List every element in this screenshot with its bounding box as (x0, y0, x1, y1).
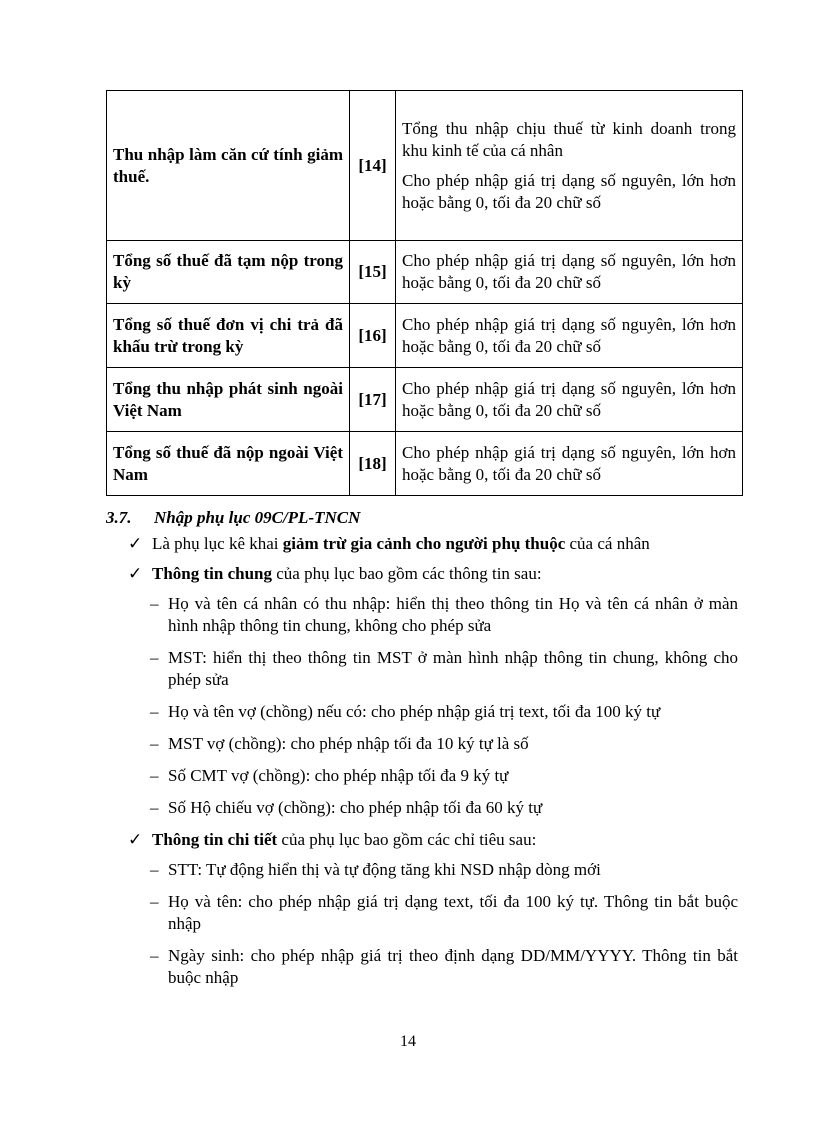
list-item-text: Ngày sinh: cho phép nhập giá trị theo định dạng DD/MM/YYYY. Thông tin bắt buộc nhập (168, 946, 738, 987)
indicator-description (396, 241, 743, 304)
dash-icon: – (150, 892, 159, 911)
bullet-bold-text: giảm trừ gia cảnh cho người phụ thuộc (282, 534, 566, 553)
table-row (107, 368, 743, 432)
section-title: Nhập phụ lục 09C/PL-TNCN (154, 508, 361, 527)
indicator-label: Tổng số thuế đơn vị chi trả đã khấu trừ trong kỳ (107, 304, 350, 368)
list-item-text: Họ và tên cá nhân có thu nhập: hiển thị theo thông tin Họ và tên cá nhân ở màn hình nhập thông tin chung, không cho phép sửa (168, 594, 738, 635)
check-bullet (128, 563, 738, 585)
indicator-code: [17] (350, 368, 396, 432)
indicator-table (106, 90, 743, 496)
list-item-text: Họ và tên vợ (chồng) nếu có: cho phép nhập giá trị text, tối đa 100 ký tự (168, 702, 661, 721)
bullet-text: của phụ lục bao gồm các chỉ tiêu sau: (277, 830, 537, 849)
list-item (128, 593, 738, 637)
indicator-description (396, 91, 743, 241)
description-line: Cho phép nhập giá trị dạng số nguyên, lớn hơn hoặc bằng 0, tối đa 20 chữ số (402, 314, 736, 356)
indicator-label: Tổng số thuế đã nộp ngoài Việt Nam (107, 432, 350, 496)
bullet-text: của phụ lục bao gồm các thông tin sau: (272, 564, 542, 583)
list-item (128, 859, 738, 881)
list-item (128, 797, 738, 819)
dash-icon: – (150, 594, 159, 613)
table-row (107, 304, 743, 368)
list-item-text: MST: hiển thị theo thông tin MST ở màn hình nhập thông tin chung, không cho phép sửa (168, 648, 738, 689)
list-item (128, 701, 738, 723)
dash-icon: – (150, 648, 159, 667)
list-item-text: Số Hộ chiếu vợ (chồng): cho phép nhập tối đa 60 ký tự (168, 798, 543, 817)
description-line: Cho phép nhập giá trị dạng số nguyên, lớn hơn hoặc bằng 0, tối đa 20 chữ số (402, 378, 736, 420)
list-item-text: Họ và tên: cho phép nhập giá trị dạng text, tối đa 100 ký tự. Thông tin bắt buộc nhập (168, 892, 738, 933)
bullet-bold-text: Thông tin chung (152, 564, 272, 583)
list-item-text: Số CMT vợ (chồng): cho phép nhập tối đa 9 ký tự (168, 766, 509, 785)
section-content (128, 533, 738, 999)
list-item (128, 765, 738, 787)
indicator-description (396, 304, 743, 368)
bullet-text: của cá nhân (565, 534, 650, 553)
list-item (128, 733, 738, 755)
indicator-label: Tổng thu nhập phát sinh ngoài Việt Nam (107, 368, 350, 432)
description-line: Tổng thu nhập chịu thuế từ kinh doanh trong khu kinh tế của cá nhân (402, 118, 736, 160)
indicator-code: [14] (350, 91, 396, 241)
dash-icon: – (150, 702, 159, 721)
table-row (107, 91, 743, 241)
indicator-code: [15] (350, 241, 396, 304)
section-number: 3.7. (106, 508, 132, 527)
list-item-text: MST vợ (chồng): cho phép nhập tối đa 10 ký tự là số (168, 734, 529, 753)
checkmark-icon: ✓ (128, 564, 143, 583)
page-number: 14 (400, 1033, 416, 1050)
table-row (107, 432, 743, 496)
dash-icon: – (150, 946, 159, 965)
list-item (128, 647, 738, 691)
indicator-code: [16] (350, 304, 396, 368)
dash-icon: – (150, 798, 159, 817)
dash-icon: – (150, 734, 159, 753)
check-bullet (128, 533, 738, 555)
table-row (107, 241, 743, 304)
description-line: Cho phép nhập giá trị dạng số nguyên, lớn hơn hoặc bằng 0, tối đa 20 chữ số (402, 442, 736, 484)
indicator-code: [18] (350, 432, 396, 496)
indicator-label: Tổng số thuế đã tạm nộp trong kỳ (107, 241, 350, 304)
indicator-label: Thu nhập làm căn cứ tính giảm thuế. (107, 91, 350, 241)
checkmark-icon: ✓ (128, 830, 143, 849)
indicator-description (396, 368, 743, 432)
dash-icon: – (150, 860, 159, 879)
list-item-text: STT: Tự động hiển thị và tự động tăng khi NSD nhập dòng mới (168, 860, 601, 879)
list-item (128, 891, 738, 935)
bullet-bold-text: Thông tin chi tiết (152, 830, 278, 849)
indicator-description (396, 432, 743, 496)
section-heading (106, 508, 360, 528)
bullet-text: Là phụ lục kê khai (152, 534, 283, 553)
checkmark-icon: ✓ (128, 534, 143, 553)
description-line: Cho phép nhập giá trị dạng số nguyên, lớn hơn hoặc bằng 0, tối đa 20 chữ số (402, 170, 736, 212)
list-item (128, 945, 738, 989)
dash-icon: – (150, 766, 159, 785)
description-line: Cho phép nhập giá trị dạng số nguyên, lớn hơn hoặc bằng 0, tối đa 20 chữ số (402, 251, 736, 292)
check-bullet (128, 829, 738, 851)
